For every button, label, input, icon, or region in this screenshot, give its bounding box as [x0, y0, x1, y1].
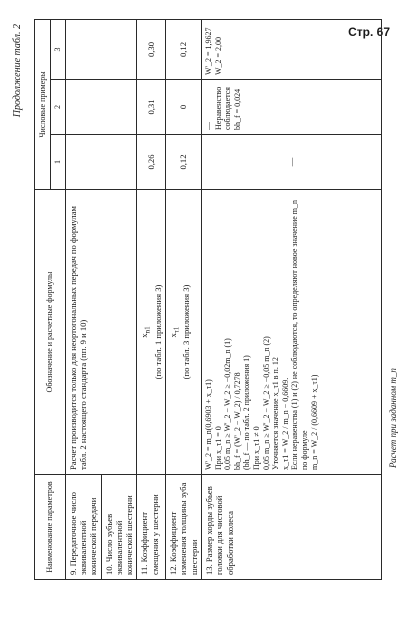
row12-ex2: 0 [166, 80, 202, 135]
header-ex3: 3 [51, 20, 66, 80]
row12-ex3: 0,12 [166, 20, 202, 80]
row12-param: 12. Коэффициент изменения толщины зуба шестерни [166, 475, 202, 580]
row11-param: 11. Коэффициент смещения у шестерни [137, 475, 166, 580]
row13-ex3: W'_2 = 1,9627 W_2 = 2,00 [202, 20, 382, 80]
row9-ex1 [65, 135, 137, 190]
rotated-page [10, 20, 398, 580]
header-formula: Обозначение и расчетные формулы [35, 190, 66, 475]
header-ex2: 2 [51, 80, 66, 135]
header-examples: Числовые примеры [35, 20, 51, 190]
table-row [166, 20, 202, 580]
parameters-table [34, 19, 382, 580]
table-row [137, 20, 166, 580]
row9-param: 9. Передаточное число эквивалентной конической передачи [65, 475, 101, 580]
row13-ex1: — [202, 135, 382, 190]
row9-ex3 [65, 20, 137, 80]
page-number: Стр. 67 [348, 25, 390, 39]
row11-ex2: 0,31 [137, 80, 166, 135]
row11-ex1: 0,26 [137, 135, 166, 190]
continuation-label: Продолжение табл. 2 [12, 24, 23, 118]
row12-formula: $x_{\tau 1}$ (по табл. 3 приложения 3) [166, 190, 202, 475]
row12-ex1: 0,12 [166, 135, 202, 190]
row9-formula: Расчет производится только для неортогональных передач по формулам табл. 2 настоящего стандарта (пп. 9 и 10) [65, 190, 137, 475]
row13-param: 13. Размер хорды зубьев головки для чистовой обработки колеса [202, 475, 382, 580]
row10-param: 10. Число зубьев эквивалентной конической шестерни [101, 475, 137, 580]
row11-formula: $x_{n1}$ (по табл. 1 приложения 3) [137, 190, 166, 475]
header-ex1: 1 [51, 135, 66, 190]
header-param: Наименование параметров [35, 475, 66, 580]
table-row [65, 20, 101, 580]
row13-formula: W'_2 = m_n(0,6903 + x_τ1) При x_τ1 = 0 0,05 m_n ≥ W'_2 − W_2 ≥ −0,02m_n (1) bh_f = (W'_2 − W_2) / 0,7278 (bh_f — по табл. 2 приложения 1) При x_τ1 ≠ 0 0,05 m_n ≥ W'_2 − W_2 ≥ −0,05 m_n (2) Уточняется значение x_τ1 в п. 12 x_τ1 = W_2 / m_n − 0,6609. Если неравенства (1) и (2) не соблюдаются, то определяют новое значение m_n по формуле m_n = W_2 / (0,6609 + x_τ1) [202, 190, 382, 475]
row13-ex2: — Неравенство соблюдается bh_f = 0,024 [202, 80, 382, 135]
side-note: Расчет при заданном m_n [388, 368, 398, 468]
row11-ex3: 0,30 [137, 20, 166, 80]
row9-ex2 [65, 80, 137, 135]
table-row [202, 20, 382, 580]
